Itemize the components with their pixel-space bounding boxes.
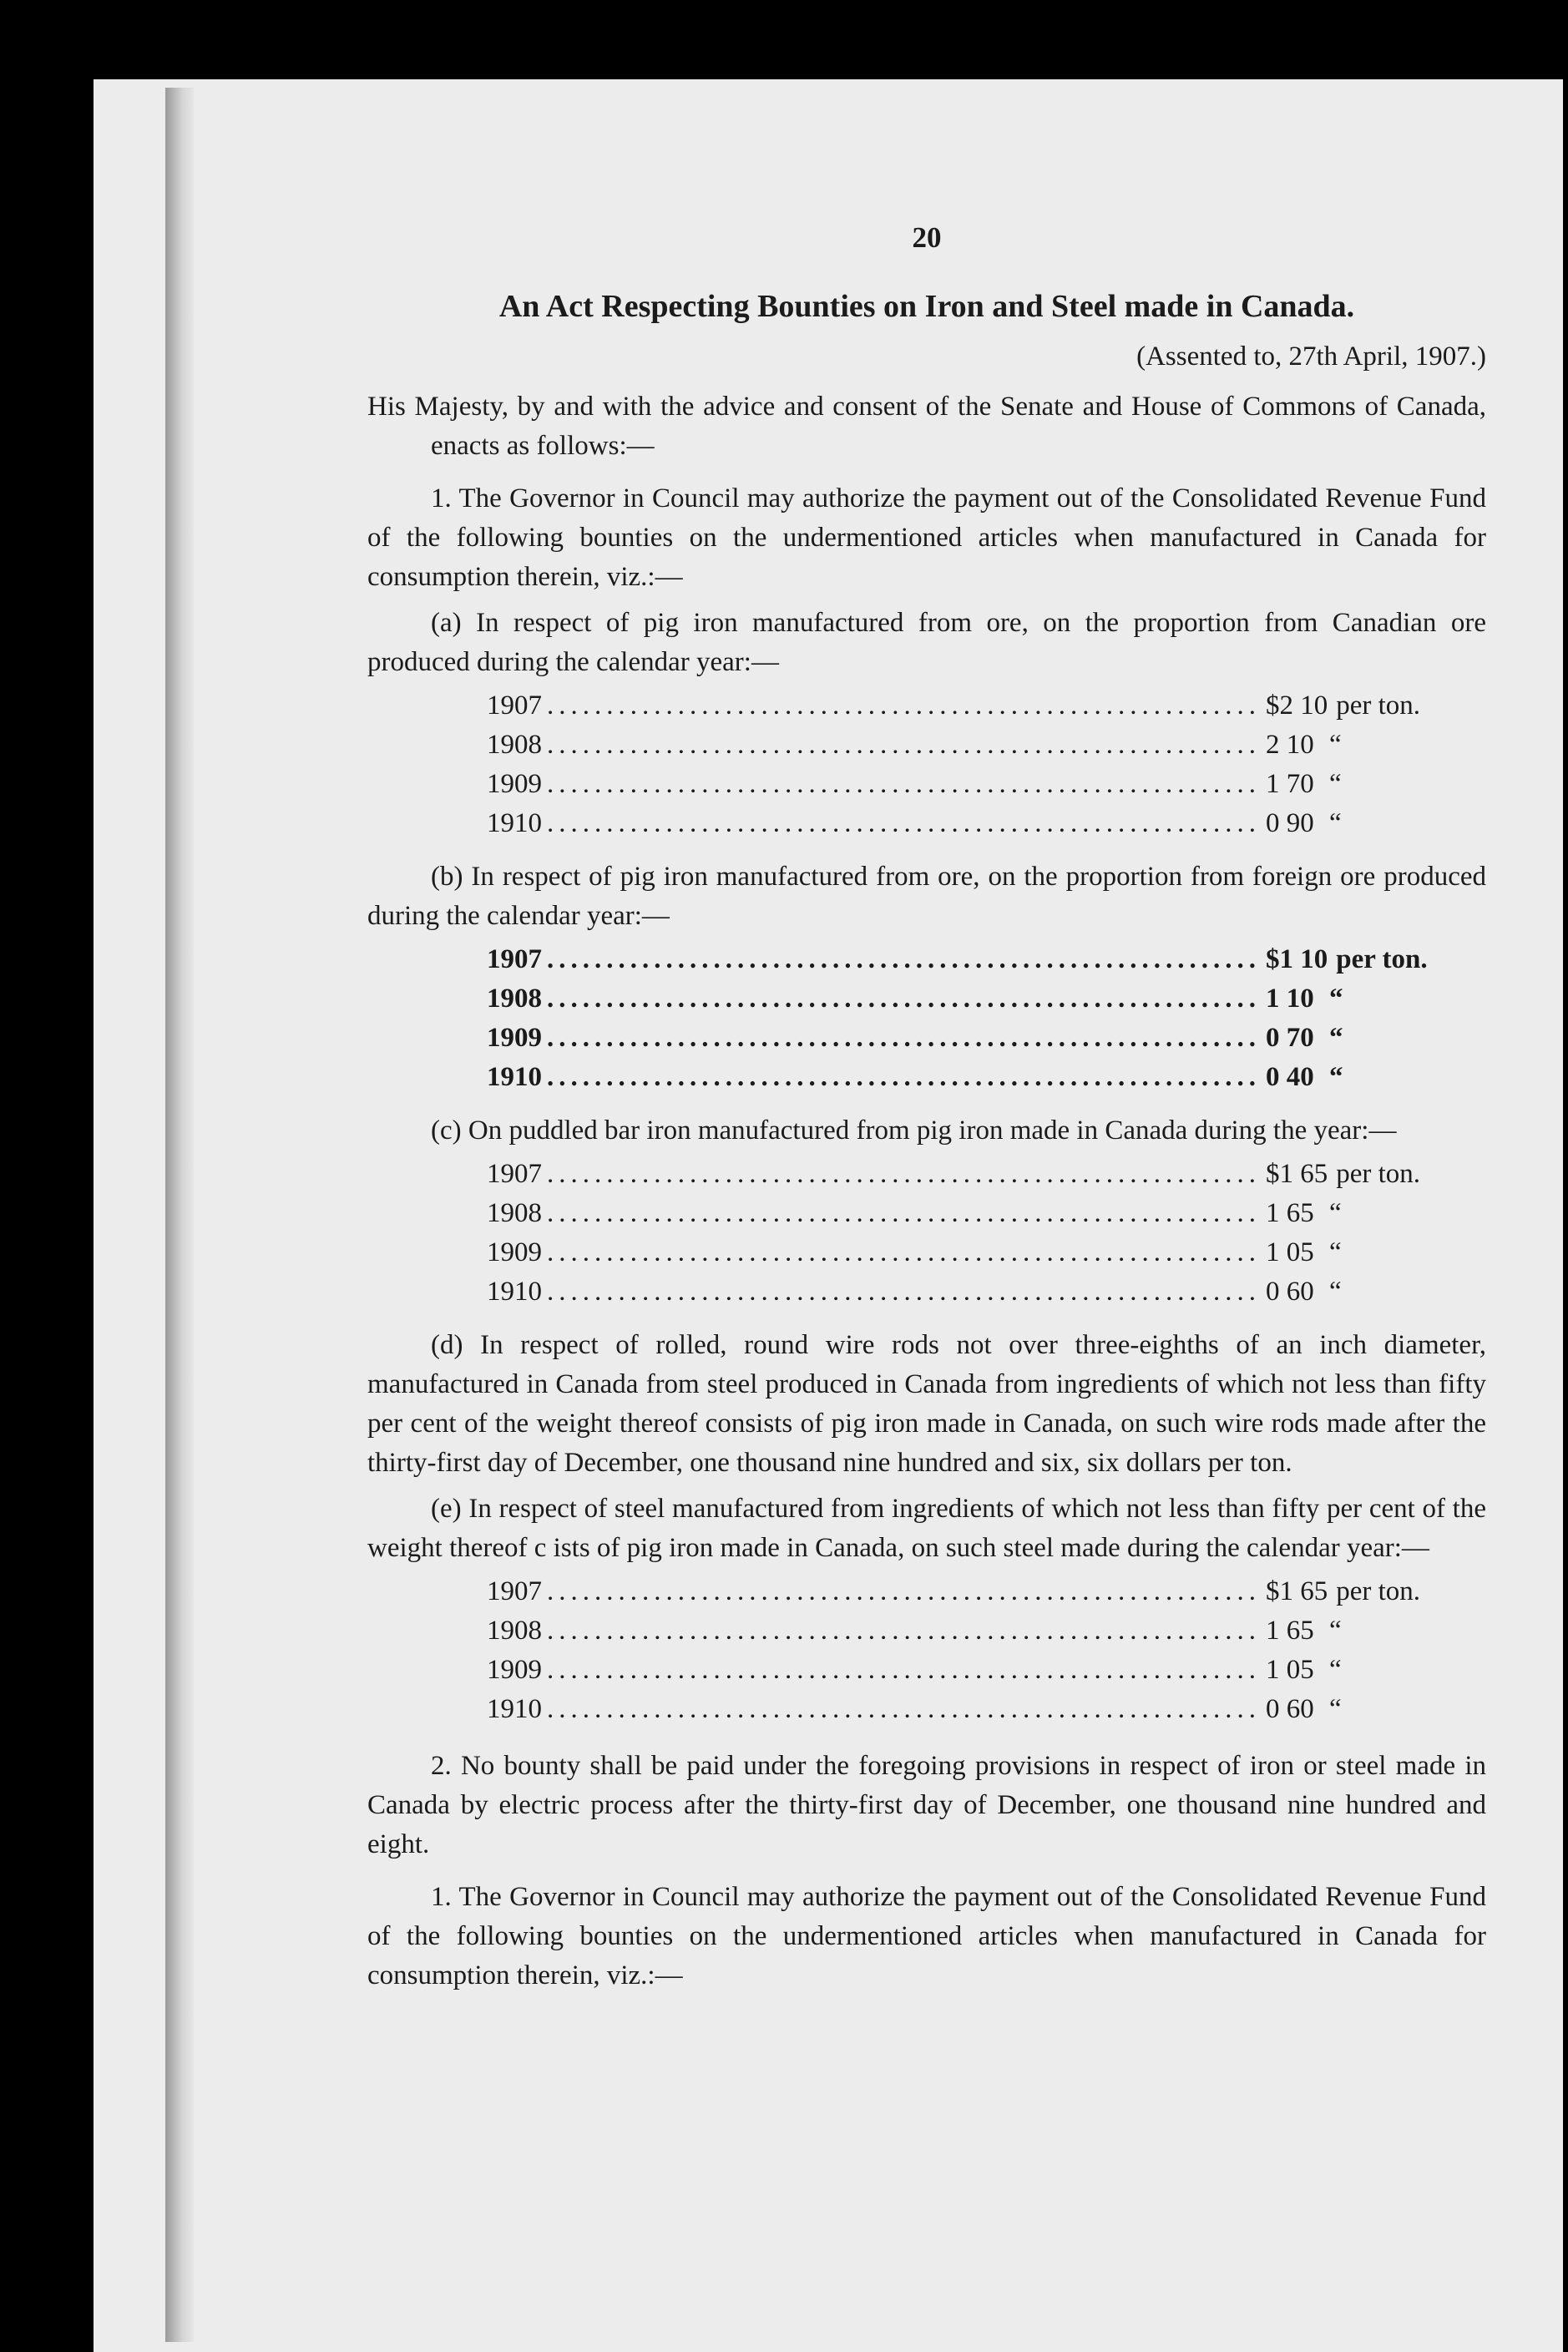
- rate-year: 1910: [487, 1694, 542, 1724]
- rate-unit: per ton.: [1336, 1159, 1421, 1189]
- rate-table-b: [487, 944, 1428, 1101]
- rate-row: [487, 1023, 1384, 1062]
- rate-year: 1910: [487, 808, 542, 838]
- rate-row: [487, 808, 1384, 847]
- dot-leader: ............................................................: [547, 730, 1261, 760]
- page-number: 20: [912, 221, 942, 254]
- section-2: 2. No bounty shall be paid under the foregoing provisions in respect of iron or steel made in Canada by electric process after the thirty-first day of December, one thousand nine hundred and eight.: [367, 1751, 1486, 1859]
- rate-row: [487, 769, 1384, 808]
- rate-row: [487, 1198, 1384, 1237]
- rate-year: 1908: [487, 984, 542, 1014]
- section-1: 1. The Governor in Council may authorize the payment out of the Consolidated Revenue Fund of the following bounties on the undermentioned articles when manufactured in Canada for consumption therein, viz.:—: [367, 483, 1486, 592]
- rate-year: 1907: [487, 944, 542, 974]
- rate-amount: 0 60: [1266, 1277, 1314, 1307]
- rate-row: [487, 944, 1428, 984]
- rate-row: [487, 1237, 1384, 1277]
- rate-unit: “: [1329, 984, 1343, 1014]
- rate-row: [487, 1159, 1421, 1198]
- rate-amount: 1 05: [1266, 1237, 1314, 1267]
- rate-unit: per ton.: [1336, 1576, 1421, 1606]
- rate-year: 1909: [487, 769, 542, 799]
- preamble: His Majesty, by and with the advice and consent of the Senate and House of Commons of Canada, enacts as follows:—: [367, 392, 1486, 461]
- rate-year: 1910: [487, 1062, 542, 1092]
- clause-a: (a) In respect of pig iron manufactured from ore, on the proportion from Canadian ore produced during the calendar year:—: [367, 608, 1486, 677]
- rate-row: [487, 984, 1384, 1023]
- dot-leader: ............................................................: [547, 944, 1261, 974]
- rate-unit: “: [1329, 808, 1342, 838]
- rate-unit: “: [1329, 1198, 1342, 1228]
- rate-amount: 1 05: [1266, 1655, 1314, 1685]
- rate-amount: 0 70: [1266, 1023, 1314, 1053]
- assent-date: (Assented to, 27th April, 1907.): [1136, 341, 1486, 372]
- dot-leader: ............................................................: [547, 1198, 1261, 1228]
- document-content: [367, 221, 1486, 1995]
- dot-leader: ............................................................: [547, 1576, 1261, 1606]
- dot-leader: ............................................................: [547, 1694, 1261, 1724]
- rate-table-a: [487, 690, 1421, 847]
- dot-leader: ............................................................: [547, 1062, 1261, 1092]
- rate-table-e: [487, 1576, 1421, 1733]
- rate-year: 1909: [487, 1023, 542, 1053]
- section-1-repeat: 1. The Governor in Council may authorize the payment out of the Consolidated Revenue Fund of the following bounties on the undermentioned articles when manufactured in Canada for consumption therein, viz.:—: [367, 1882, 1486, 1990]
- rate-year: 1909: [487, 1655, 542, 1685]
- rate-row: [487, 730, 1384, 769]
- dot-leader: ............................................................: [547, 690, 1261, 721]
- rate-amount: $1 10: [1266, 944, 1328, 974]
- rate-amount: 0 60: [1266, 1694, 1314, 1724]
- rate-unit: “: [1329, 1237, 1342, 1267]
- rate-year: 1907: [487, 1159, 542, 1189]
- rate-row: [487, 1655, 1384, 1694]
- rate-unit: “: [1329, 1277, 1342, 1307]
- dot-leader: ............................................................: [547, 769, 1261, 799]
- rate-unit: “: [1329, 1616, 1342, 1646]
- rate-unit: “: [1329, 1023, 1343, 1053]
- rate-row: [487, 1576, 1421, 1616]
- rate-unit: per ton.: [1336, 690, 1421, 721]
- rate-unit: “: [1329, 1694, 1342, 1724]
- rate-amount: 0 90: [1266, 808, 1314, 838]
- rate-row: [487, 1694, 1384, 1733]
- rate-year: 1907: [487, 1576, 542, 1606]
- rate-row: [487, 1277, 1384, 1316]
- dot-leader: ............................................................: [547, 1655, 1261, 1685]
- rate-amount: $1 65: [1266, 1576, 1328, 1606]
- rate-row: [487, 1062, 1384, 1101]
- dot-leader: ............................................................: [547, 1237, 1261, 1267]
- rate-year: 1910: [487, 1277, 542, 1307]
- rate-unit: per ton.: [1336, 944, 1428, 974]
- rate-amount: 1 65: [1266, 1616, 1314, 1646]
- clause-d: (d) In respect of rolled, round wire rods not over three-eighths of an inch diameter, manufactured in Canada from steel produced in Canada from ingredients of which not less than fifty per cent of the weight thereof consists of pig iron made in Canada, on such wire rods made after the thirty-first day of December, one thousand nine hundred and six, six dollars per ton.: [367, 1330, 1486, 1478]
- rate-unit: “: [1329, 1655, 1342, 1685]
- dot-leader: ............................................................: [547, 1159, 1261, 1189]
- clause-c: (c) On puddled bar iron manufactured from pig iron made in Canada during the year:—: [431, 1115, 1397, 1146]
- page-binding-edge: [165, 88, 194, 2342]
- rate-amount: 1 65: [1266, 1198, 1314, 1228]
- rate-amount: $2 10: [1266, 690, 1328, 721]
- dot-leader: ............................................................: [547, 1023, 1261, 1053]
- rate-year: 1907: [487, 690, 542, 721]
- rate-amount: 2 10: [1266, 730, 1314, 760]
- rate-year: 1908: [487, 1616, 542, 1646]
- clause-e: (e) In respect of steel manufactured from ingredients of which not less than fifty per cent of the weight thereof c ists of pig iron made in Canada, on such steel made during the calendar year:—: [367, 1494, 1486, 1563]
- rate-row: [487, 690, 1421, 730]
- rate-table-c: [487, 1159, 1421, 1316]
- dot-leader: ............................................................: [547, 808, 1261, 838]
- rate-unit: “: [1329, 1062, 1343, 1092]
- rate-unit: “: [1329, 769, 1342, 799]
- act-title: An Act Respecting Bounties on Iron and Steel made in Canada.: [498, 289, 1355, 324]
- rate-year: 1909: [487, 1237, 542, 1267]
- rate-amount: $1 65: [1266, 1159, 1328, 1189]
- rate-amount: 1 70: [1266, 769, 1314, 799]
- rate-year: 1908: [487, 730, 542, 760]
- dot-leader: ............................................................: [547, 1616, 1261, 1646]
- clause-b: (b) In respect of pig iron manufactured from ore, on the proportion from foreign ore produced during the calendar year:—: [367, 862, 1486, 931]
- dot-leader: ............................................................: [547, 984, 1261, 1014]
- rate-year: 1908: [487, 1198, 542, 1228]
- rate-unit: “: [1329, 730, 1342, 760]
- dot-leader: ............................................................: [547, 1277, 1261, 1307]
- rate-amount: 1 10: [1266, 984, 1314, 1014]
- rate-amount: 0 40: [1266, 1062, 1314, 1092]
- rate-row: [487, 1616, 1384, 1655]
